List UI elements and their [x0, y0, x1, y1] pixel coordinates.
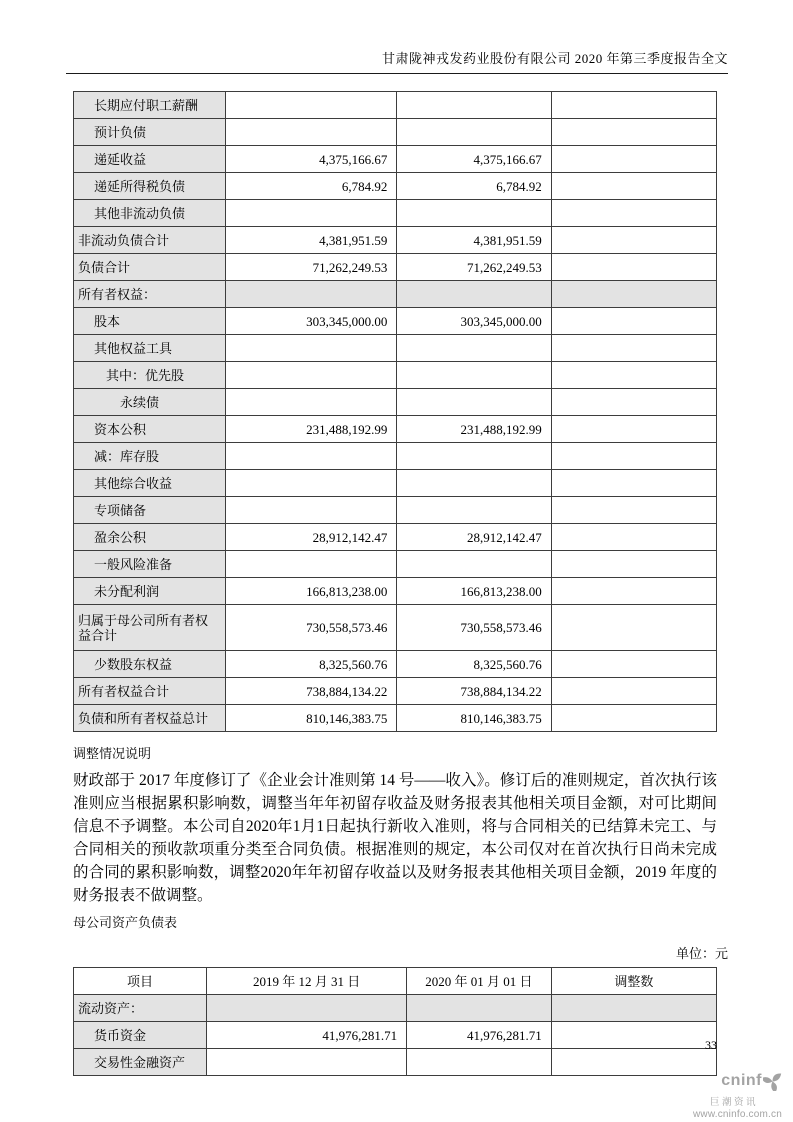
adjustment-note-heading: 调整情况说明 [73, 746, 152, 761]
empty-cell [225, 497, 397, 524]
row-label: 预计负债 [74, 119, 226, 146]
consolidated-balance-sheet-table [73, 91, 717, 732]
empty-cell [551, 995, 716, 1022]
amount-cell: 738,884,134.22 [225, 678, 397, 705]
empty-cell [397, 362, 551, 389]
amount-cell: 6,784.92 [397, 173, 551, 200]
empty-cell [397, 92, 551, 119]
parent-balance-sheet-table [73, 967, 717, 1076]
cninfo-brand-text: cninf [721, 1072, 762, 1089]
amount-cell: 303,345,000.00 [225, 308, 397, 335]
amount-cell: 231,488,192.99 [225, 416, 397, 443]
empty-cell [397, 497, 551, 524]
amount-cell: 28,912,142.47 [225, 524, 397, 551]
empty-cell [551, 254, 716, 281]
amount-cell: 166,813,238.00 [397, 578, 551, 605]
amount-cell: 71,262,249.53 [225, 254, 397, 281]
column-header-date-2020: 2020 年 01 月 01 日 [407, 968, 552, 995]
row-label: 专项储备 [74, 497, 226, 524]
empty-cell [551, 146, 716, 173]
empty-cell [551, 281, 716, 308]
empty-cell [551, 470, 716, 497]
section-row [74, 995, 717, 1022]
empty-cell [551, 705, 716, 732]
table-row [74, 227, 717, 254]
page-number: 33 [705, 1038, 717, 1052]
table-row [74, 497, 717, 524]
empty-cell [225, 443, 397, 470]
section-row [74, 281, 717, 308]
cninfo-logo [686, 1074, 782, 1120]
row-label: 货币资金 [74, 1022, 207, 1049]
row-label: 其他权益工具 [74, 335, 226, 362]
table-row [74, 173, 717, 200]
amount-cell: 71,262,249.53 [397, 254, 551, 281]
parent-table-body [74, 995, 717, 1076]
empty-cell [551, 200, 716, 227]
row-label: 归属于母公司所有者权益合计 [74, 605, 226, 651]
row-label: 非流动负债合计 [74, 227, 226, 254]
table-row [74, 200, 717, 227]
table-row [74, 146, 717, 173]
amount-cell: 738,884,134.22 [397, 678, 551, 705]
table-row [74, 578, 717, 605]
empty-cell [551, 578, 716, 605]
empty-cell [551, 335, 716, 362]
report-header-title: 甘肃陇神戎发药业股份有限公司 2020 年第三季度报告全文 [66, 48, 728, 74]
amount-cell: 303,345,000.00 [397, 308, 551, 335]
table-row [74, 705, 717, 732]
cninfo-url: www.cninfo.com.cn [693, 1109, 782, 1120]
amount-cell: 810,146,383.75 [397, 705, 551, 732]
row-label: 负债和所有者权益总计 [74, 705, 226, 732]
empty-cell [397, 335, 551, 362]
table-row [74, 389, 717, 416]
row-label: 递延所得税负债 [74, 173, 226, 200]
empty-cell [397, 200, 551, 227]
empty-cell [225, 119, 397, 146]
empty-cell [551, 497, 716, 524]
row-label: 长期应付职工薪酬 [74, 92, 226, 119]
empty-cell [551, 362, 716, 389]
table-row [74, 551, 717, 578]
empty-cell [551, 92, 716, 119]
row-label: 一般风险准备 [74, 551, 226, 578]
row-label: 流动资产： [74, 995, 207, 1022]
amount-cell: 4,375,166.67 [397, 146, 551, 173]
row-label: 资本公积 [74, 416, 226, 443]
table-row [74, 1022, 717, 1049]
row-label: 其中：优先股 [74, 362, 226, 389]
row-label: 少数股东权益 [74, 651, 226, 678]
row-label: 所有者权益： [74, 281, 226, 308]
empty-cell [225, 200, 397, 227]
amount-cell: 4,381,951.59 [397, 227, 551, 254]
table-row [74, 605, 717, 651]
amount-cell: 810,146,383.75 [225, 705, 397, 732]
table-row [74, 678, 717, 705]
amount-cell: 166,813,238.00 [225, 578, 397, 605]
adjustment-note-paragraph: 财政部于 2017 年度修订了《企业会计准则第 14 号——收入》。修订后的准则规定，首次执行该准则应当根据累积影响数，调整当年年初留存收益及财务报表其他相关项目金额，对可比期间信息不予调整。本公司自2020年1月1日起执行新收入准则，将与合同相关的已结算未完工、与合同相关的预收款项重分类至合同负债。根据准则的规定，本公司仅对在首次执行日尚未完成的合同的累积影响数，调整2020年年初留存收益以及财务报表其他相关项目金额，2019 年度的财务报表不做调整。 [73, 772, 717, 904]
table-row [74, 254, 717, 281]
amount-cell: 730,558,573.46 [225, 605, 397, 651]
table-row [74, 416, 717, 443]
table-row [74, 335, 717, 362]
row-label: 减：库存股 [74, 443, 226, 470]
empty-cell [551, 1022, 716, 1049]
row-label: 所有者权益合计 [74, 678, 226, 705]
empty-cell [551, 119, 716, 146]
column-header-item: 项目 [74, 968, 207, 995]
row-label: 盈余公积 [74, 524, 226, 551]
empty-cell [551, 173, 716, 200]
empty-cell [551, 551, 716, 578]
empty-cell [397, 119, 551, 146]
empty-cell [397, 389, 551, 416]
empty-cell [551, 651, 716, 678]
empty-cell [551, 678, 716, 705]
empty-cell [397, 281, 551, 308]
amount-cell: 4,381,951.59 [225, 227, 397, 254]
table-row [74, 1049, 717, 1076]
amount-cell: 41,976,281.71 [207, 1022, 407, 1049]
row-label: 交易性金融资产 [74, 1049, 207, 1076]
row-label: 股本 [74, 308, 226, 335]
row-label: 递延收益 [74, 146, 226, 173]
amount-cell: 231,488,192.99 [397, 416, 551, 443]
table-row [74, 651, 717, 678]
parent-table-title: 母公司资产负债表 [73, 915, 178, 930]
cninfo-swirl-icon [763, 1074, 782, 1094]
empty-cell [225, 389, 397, 416]
amount-cell: 4,375,166.67 [225, 146, 397, 173]
empty-cell [225, 281, 397, 308]
empty-cell [407, 995, 552, 1022]
empty-cell [551, 1049, 716, 1076]
row-label: 未分配利润 [74, 578, 226, 605]
empty-cell [225, 335, 397, 362]
amount-cell: 730,558,573.46 [397, 605, 551, 651]
amount-cell: 28,912,142.47 [397, 524, 551, 551]
empty-cell [551, 389, 716, 416]
amount-cell: 41,976,281.71 [407, 1022, 552, 1049]
empty-cell [551, 524, 716, 551]
table-row [74, 524, 717, 551]
parent-table-header-row [74, 968, 717, 995]
cninfo-chinese-name: 巨潮资讯 [709, 1097, 758, 1108]
empty-cell [207, 995, 407, 1022]
table-row [74, 308, 717, 335]
empty-cell [225, 92, 397, 119]
table-row [74, 92, 717, 119]
empty-cell [551, 416, 716, 443]
empty-cell [397, 470, 551, 497]
empty-cell [225, 470, 397, 497]
amount-cell: 6,784.92 [225, 173, 397, 200]
amount-cell: 8,325,560.76 [225, 651, 397, 678]
empty-cell [397, 551, 551, 578]
table-row [74, 119, 717, 146]
column-header-adjustment: 调整数 [551, 968, 716, 995]
table-row [74, 470, 717, 497]
balance-table-body [74, 92, 717, 732]
table-row [74, 443, 717, 470]
empty-cell [551, 443, 716, 470]
empty-cell [225, 362, 397, 389]
empty-cell [207, 1049, 407, 1076]
empty-cell [551, 308, 716, 335]
row-label: 其他非流动负债 [74, 200, 226, 227]
row-label: 永续债 [74, 389, 226, 416]
table-row [74, 362, 717, 389]
row-label: 其他综合收益 [74, 470, 226, 497]
empty-cell [407, 1049, 552, 1076]
empty-cell [551, 227, 716, 254]
empty-cell [397, 443, 551, 470]
unit-label: 单位：元 [675, 946, 728, 961]
amount-cell: 8,325,560.76 [397, 651, 551, 678]
cninfo-logo-top [686, 1074, 782, 1094]
column-header-date-2019: 2019 年 12 月 31 日 [207, 968, 407, 995]
empty-cell [551, 605, 716, 651]
empty-cell [225, 551, 397, 578]
row-label: 负债合计 [74, 254, 226, 281]
